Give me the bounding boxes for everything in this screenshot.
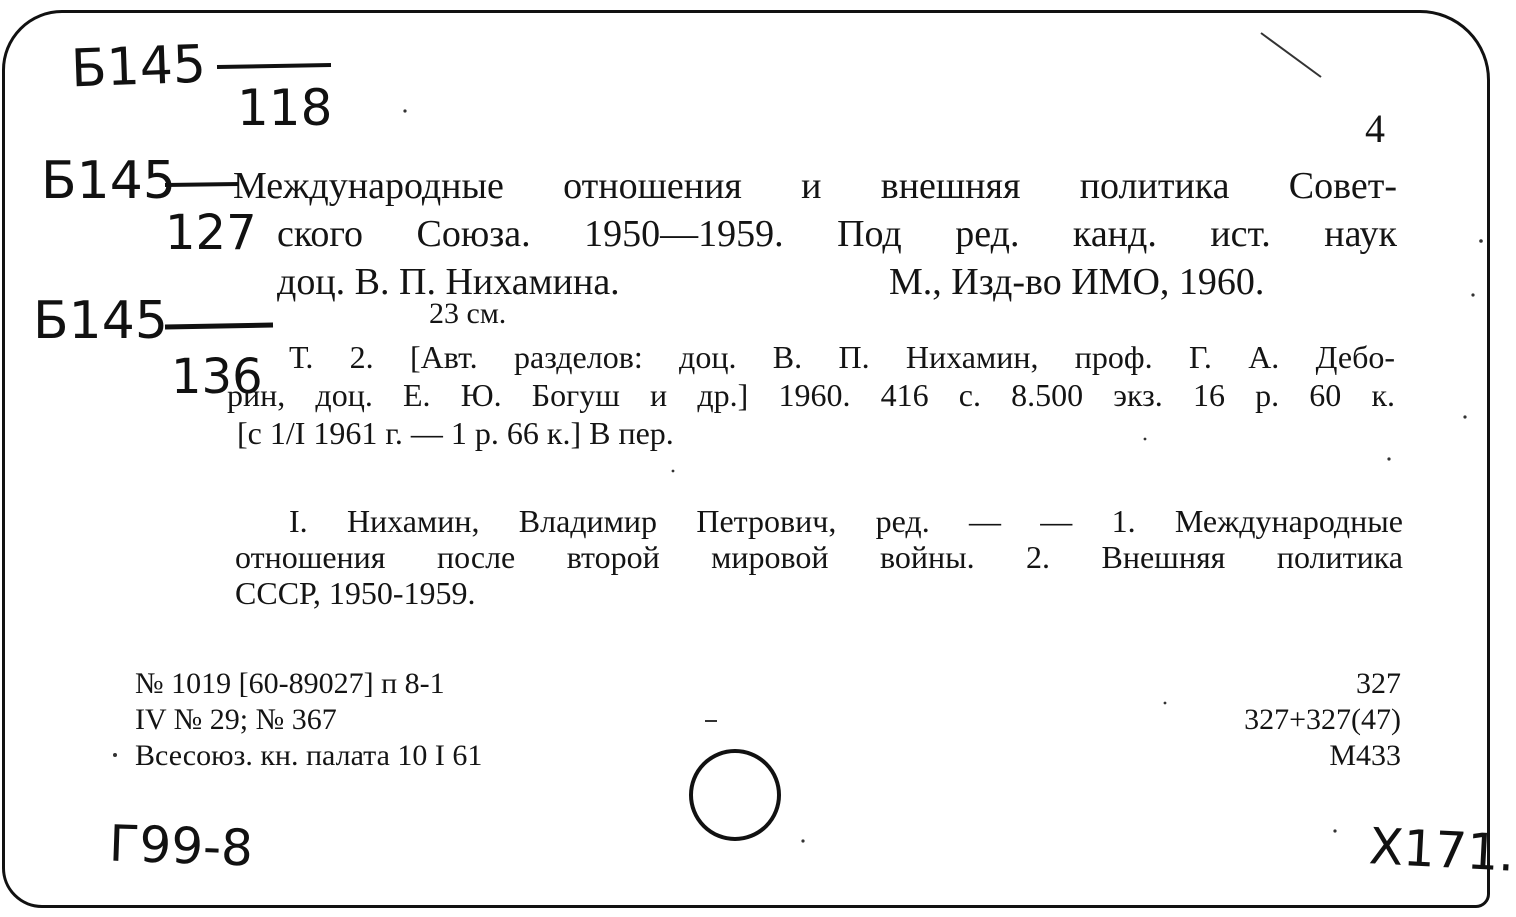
call-number-rule-3: [165, 325, 273, 327]
ink-dot: [113, 753, 117, 757]
footer-author-mark: М433: [1329, 739, 1401, 772]
entry-title-line-1: Международные отношения и внешняя политика Совет-: [233, 165, 1397, 207]
call-number-primary: Б145: [69, 34, 207, 100]
handwritten-shelf-mark: Г99-8: [108, 814, 254, 878]
call-number-vol1: Б145: [41, 151, 176, 211]
ink-dot: [1463, 415, 1466, 418]
catalog-card: [2, 10, 1516, 908]
ink-dot: [1479, 239, 1483, 243]
volume-line-1: Т. 2. [Авт. разделов: доц. В. П. Нихамин, проф. Г. А. Дебо-: [289, 339, 1395, 375]
ink-dot: [1471, 293, 1474, 296]
entry-imprint: М., Изд-во ИМО, 1960.: [889, 261, 1265, 303]
call-number-vol2-sub: 136: [171, 349, 263, 405]
call-number-rule-2: [165, 184, 239, 185]
entry-author-line: доц. В. П. Нихамина.: [277, 261, 620, 303]
punch-hole: [691, 751, 779, 839]
card-number: 4: [1365, 106, 1385, 151]
footer-class-1: 327: [1356, 667, 1401, 700]
call-number-rule-1: [217, 65, 331, 67]
call-number-vol1-sub: 127: [165, 205, 257, 261]
footer-class-2: 327+327(47): [1244, 703, 1401, 736]
ink-dot: [1164, 702, 1167, 705]
ink-dot: [672, 470, 675, 473]
subject-line-3: СССР, 1950-1959.: [235, 575, 476, 611]
footer-card-number: № 1019 [60-89027] п 8-1: [135, 667, 445, 700]
call-number-primary-sub: 118: [237, 79, 333, 137]
ink-dot: [1387, 457, 1390, 460]
volume-line-3: [с 1/I 1961 г. — 1 р. 66 к.] В пер.: [237, 415, 674, 451]
footer-series: IV № 29; № 367: [135, 703, 337, 736]
entry-title-line-2: ского Союза. 1950—1959. Под ред. канд. ист. наук: [277, 213, 1397, 255]
subject-line-1: I. Нихамин, Владимир Петрович, ред. — — 1. Международные: [289, 503, 1403, 539]
subject-line-2: отношения после второй мировой войны. 2. Внешняя политика: [235, 539, 1403, 575]
call-number-vol2: Б145: [33, 291, 168, 351]
volume-line-2: рин, доц. Е. Ю. Богуш и др.] 1960. 416 с. 8.500 экз. 16 р. 60 к.: [227, 377, 1395, 413]
ink-dot: [1333, 829, 1336, 832]
pen-stroke-mark: [1261, 33, 1321, 77]
ink-dot: [403, 109, 406, 112]
footer-publisher-chamber: Всесоюз. кн. палата 10 I 61: [135, 739, 483, 772]
card-markings: [5, 13, 1493, 911]
ink-dot: [1144, 438, 1147, 441]
handwritten-corner-mark: X171.: [1367, 817, 1516, 883]
entry-size: 23 см.: [429, 297, 507, 330]
ink-dot: [801, 839, 804, 842]
